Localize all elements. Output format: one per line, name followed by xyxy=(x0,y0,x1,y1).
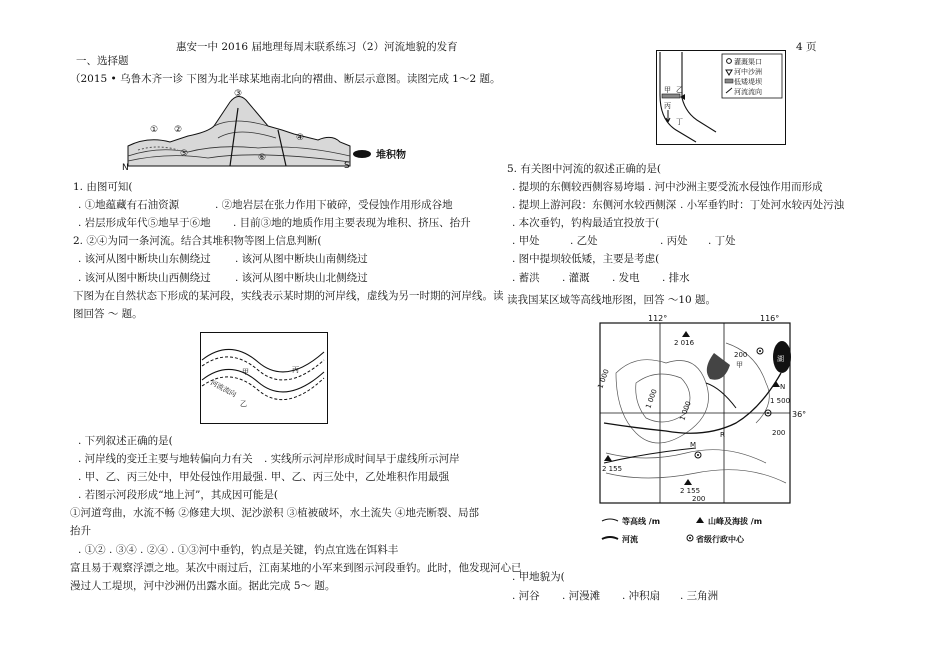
q7-option-a: . 蓄洪 xyxy=(512,272,540,284)
q6-option-d: . 丁处 xyxy=(708,235,736,247)
deposit-legend-symbol xyxy=(353,150,371,158)
elev-1500: 1 500 xyxy=(770,397,791,405)
q1-option-c: . 岩层形成年代⑤地早于⑥地 xyxy=(78,217,211,229)
q7-stem: . 图中提坝较低矮，主要是考虑( xyxy=(512,253,660,265)
label-1: ① xyxy=(150,125,159,135)
q7-option-c: . 发电 xyxy=(612,272,640,284)
q8-stem: . 甲地貌为( xyxy=(512,571,565,583)
q5-option-d: . 小军垂钓时：丁处河水较丙处污浊 xyxy=(680,199,845,211)
q4-items-cont: 抬升 xyxy=(70,525,91,537)
q6-option-a: . 甲处 xyxy=(512,235,540,247)
q3-option-b: . 实线所示河岸形成时间早于虚线所示河岸 xyxy=(264,453,460,465)
lon-112-label: 112° xyxy=(648,314,668,323)
peak-legend-icon xyxy=(696,517,704,523)
legend-canal-intake: 灌溉渠口 xyxy=(734,58,762,66)
q1-option-b: . ②地岩层在张力作用下破碎，受侵蚀作用形成谷地 xyxy=(215,199,453,211)
label-yi: 乙 xyxy=(676,86,683,94)
label-north: N xyxy=(122,163,129,172)
q5-option-a: . 提坝的东侧较西侧容易垮塌 xyxy=(512,181,645,193)
legend-peak: 山峰及海拔 /m xyxy=(708,517,763,526)
q8-option-a: . 河谷 xyxy=(512,590,540,602)
q1-option-a: . ①地蕴藏有石油资源 xyxy=(78,199,180,211)
q2-stem: 2. ②④为同一条河流。结合其堆积物等图上信息判断( xyxy=(73,235,322,247)
river-legend-icon xyxy=(602,537,618,539)
page-title: 惠安一中 2016 届地理每周末联系练习（2）河流地貌的发育 xyxy=(176,41,458,53)
passage-q5-line2: 漫过人工堤坝，河中沙洲仍出露水面。据此完成 5～ 题。 xyxy=(70,580,336,592)
legend-flow-direction: 河流流向 xyxy=(734,88,762,96)
section-heading: 一、选择题 xyxy=(76,55,129,67)
contour-200-c: 200 xyxy=(692,495,706,503)
page-number: 4 页 xyxy=(796,41,817,53)
label-ding: 丁 xyxy=(676,118,683,126)
contour-200-a: 200 xyxy=(734,351,748,359)
label-2: ② xyxy=(174,125,183,135)
elev-2016: 2 016 xyxy=(674,339,695,347)
q2-option-d: . 该河从图中断块山北侧绕过 xyxy=(235,272,368,284)
q2-option-a: . 该河从图中断块山东侧绕过 xyxy=(78,253,211,265)
label-6: ⑥ xyxy=(258,153,267,163)
legend-sandbar: 河中沙洲 xyxy=(734,68,762,76)
q7-option-b: . 灌溉 xyxy=(562,272,590,284)
lat-36-label: 36° xyxy=(792,410,807,419)
q8-option-d: . 三角洲 xyxy=(680,590,719,602)
passage-q5-line1: 富且易于观察浮漂之地。某次中雨过后，江南某地的小军来到图示河段垂钓。此时，他发现河心已 xyxy=(70,562,522,574)
q6-option-c: . 丙处 xyxy=(660,235,688,247)
q3-option-d: . 甲、乙、丙三处中，乙处堆积作用最强 xyxy=(264,471,450,483)
legend-river: 河流 xyxy=(622,535,638,544)
q6-stem: . 本次垂钓，钓构最适宜投放于( xyxy=(512,217,660,229)
elev-2155-b: 2 155 xyxy=(680,487,701,495)
label-bing: 丙 xyxy=(292,366,299,374)
q5-stem: 5. 有关图中河流的叙述正确的是( xyxy=(507,163,661,175)
meander-diagram xyxy=(200,332,328,424)
label-jia: 甲 xyxy=(242,368,249,376)
q4-stem: . 若图示河段形成“地上河”，其成因可能是( xyxy=(78,489,279,501)
label-bing: 丙 xyxy=(664,102,671,110)
label-M: M xyxy=(690,441,697,449)
label-jia: 甲 xyxy=(736,361,743,369)
label-jia: 甲 xyxy=(664,86,671,94)
label-4: ④ xyxy=(296,133,305,143)
q1-option-d: . 目前③地的地质作用主要表现为堆积、挤压、抬升 xyxy=(233,217,471,229)
q5-option-b: . 河中沙洲主要受流水侵蚀作用而形成 xyxy=(648,181,823,193)
q3-option-a: . 河岸线的变迁主要与地转偏向力有关 xyxy=(78,453,253,465)
q8-option-c: . 冲积扇 xyxy=(622,590,661,602)
intro-q3-4-line1: 下图为在自然状态下形成的某河段，实线表示某时期的河岸线，虚线为另一时期的河岸线。读 xyxy=(73,290,504,302)
label-yi: 乙 xyxy=(240,400,247,408)
legend-contour: 等高线 /m xyxy=(622,517,661,526)
label-south: S xyxy=(344,161,350,171)
label-3: ③ xyxy=(234,89,243,99)
fold-fault-diagram xyxy=(118,86,423,172)
lake-label: 湖 xyxy=(777,355,784,363)
legend-capital: 省级行政中心 xyxy=(696,535,744,544)
q2-option-b: . 该河从图中断块山南侧绕过 xyxy=(235,253,368,265)
label-R: R xyxy=(720,431,725,439)
q7-option-d: . 排水 xyxy=(662,272,690,284)
contour-1000-a: 1 000 xyxy=(596,368,611,390)
river-dam-diagram xyxy=(656,50,786,145)
label-flow-direction: 河流流向 xyxy=(209,378,238,399)
q8-option-b: . 河漫滩 xyxy=(562,590,601,602)
intro-q8-10: 读我国某区域等高线地形图，回答 ～10 题。 xyxy=(507,294,717,306)
q4-items: ①河道弯曲，水流不畅 ②修建大坝、泥沙淤积 ③植被破坏，水土流失 ④地壳断裂、局部 xyxy=(70,507,480,519)
contour-200-b: 200 xyxy=(772,429,786,437)
intro-q1-2: （2015 • 乌鲁木齐一诊 下图为北半球某地南北向的褶曲、断层示意图。读图完成 1～2 题。 xyxy=(70,73,501,85)
intro-q3-4-line2: 图回答 ～ 题。 xyxy=(73,308,143,320)
contour-1000-b: 1 000 xyxy=(644,388,659,410)
lon-116-label: 116° xyxy=(760,314,780,323)
legend-low-dam: 低矮堤坝 xyxy=(734,78,762,86)
contour-map xyxy=(596,313,810,553)
label-N: N xyxy=(780,383,786,391)
q1-stem: 1. 由图可知( xyxy=(73,181,133,193)
label-5: ⑤ xyxy=(180,149,189,159)
q3-stem: . 下列叙述正确的是( xyxy=(78,435,173,447)
q6-option-b: . 乙处 xyxy=(570,235,598,247)
deposit-legend-label: 堆积物 xyxy=(376,150,406,161)
q5-option-c: . 提坝上游河段：东侧河水较西侧深 xyxy=(512,199,677,211)
elev-2155-a: 2 155 xyxy=(602,465,623,473)
q3-option-c: . 甲、乙、丙三处中，甲处侵蚀作用最强 xyxy=(78,471,264,483)
contour-legend-icon xyxy=(602,519,618,521)
q4-options: . ①② . ③④ . ②④ . ①③河中垂钓，钓点是关键，钓点宜选在饵料丰 xyxy=(78,544,399,556)
low-dam-icon xyxy=(725,79,733,83)
contour-1000-c: 1 000 xyxy=(678,400,693,422)
q2-option-c: . 该河从图中断块山西侧绕过 xyxy=(78,272,211,284)
